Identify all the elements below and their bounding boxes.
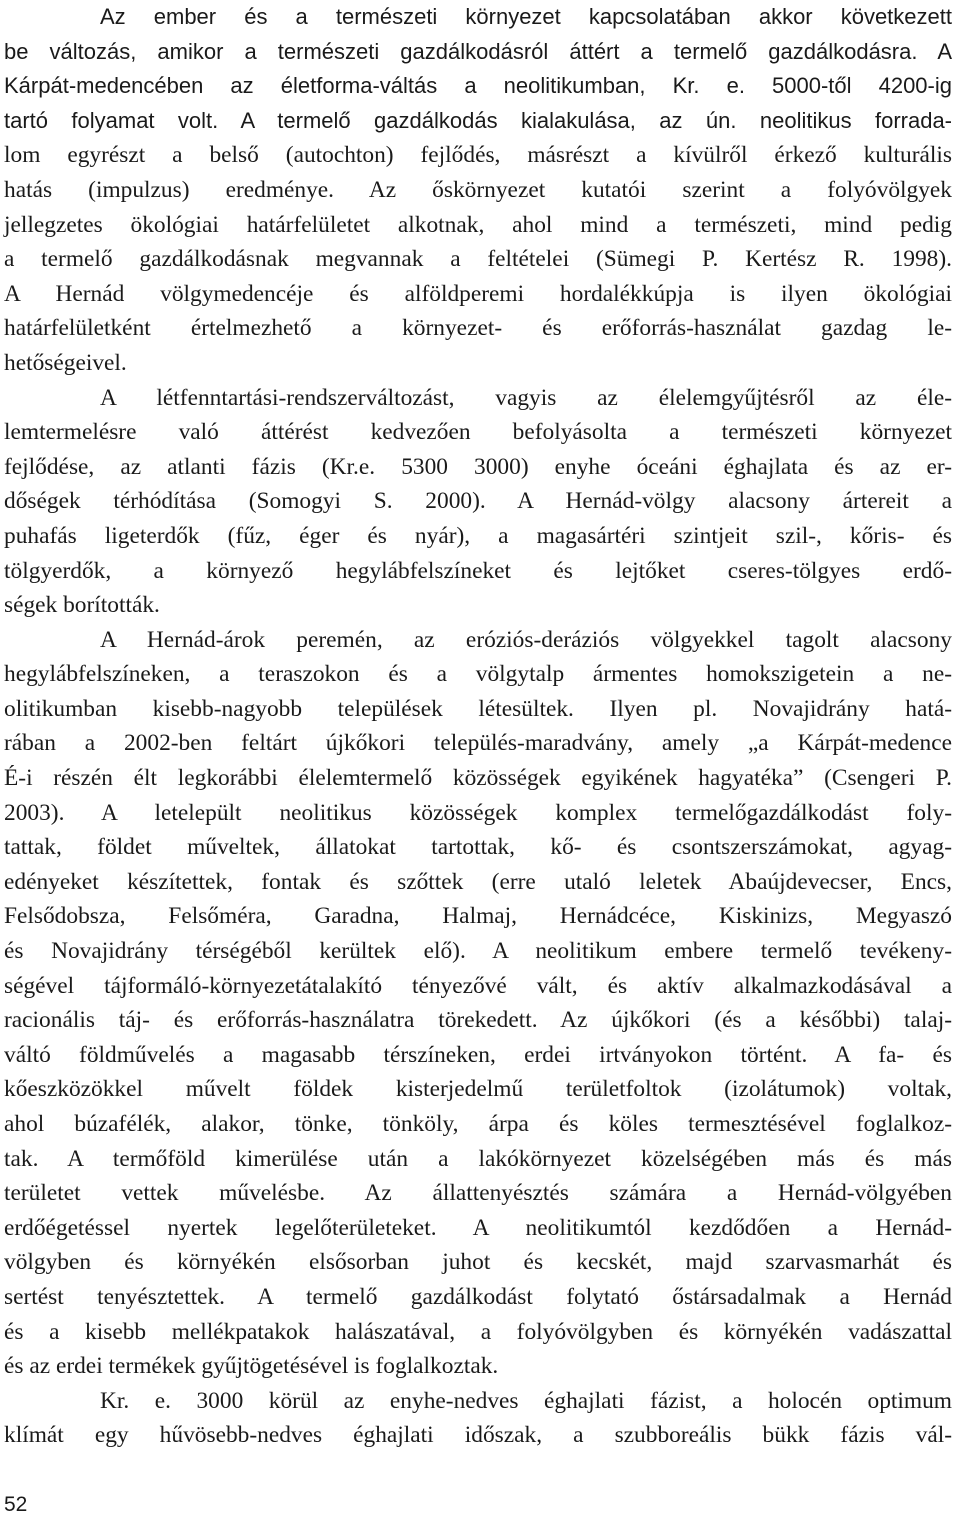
- text-line: lom egyrészt a belső (autochton) fejlődés, másrészt a kívülről érkező kulturális: [4, 142, 952, 169]
- text-line: területet vettek művelésbe. Az állattenyésztés számára a Hernád-völgyében: [4, 1180, 952, 1207]
- text-line: tartó folyamat volt. A termelő gazdálkodás kialakulása, az ún. neolitikus forrada-: [4, 107, 952, 133]
- text-line: jellegzetes ökológiai határfelületet alkotnak, ahol mind a természeti, mind pedig: [4, 211, 952, 238]
- text-line: 2003). A letelepült neolitikus közösségek komplex termelőgazdálkodást foly-: [4, 799, 952, 826]
- text-line: a termelő gazdálkodásnak megvannak a feltételei (Sümegi P. Kertész R. 1998).: [4, 246, 952, 273]
- text-line: Kr. e. 3000 körül az enyhe-nedves éghajlati fázist, a holocén optimum: [100, 1387, 952, 1414]
- text-line: hegylábfelszíneken, a teraszokon és a völgytalp ármentes homokszigetein a ne-: [4, 661, 952, 688]
- text-line: határfelületként értelmezhető a környezet- és erőforrás-használat gazdag le-: [4, 315, 952, 342]
- text-line: kőeszközökkel művelt földek kisterjedelmű területfoltok (izolátumok) voltak,: [4, 1076, 952, 1103]
- text-line: tölgyerdők, a környező hegylábfelszíneket és lejtőket cseres-tölgyes erdő-: [4, 557, 952, 584]
- text-line: ségek borították.: [4, 592, 160, 619]
- text-line: ahol búzafélék, alakor, tönke, tönköly, árpa és köles termesztésével foglalkoz-: [4, 1111, 952, 1137]
- text-line: lemtermelésre való áttérést kedvezően befolyásolta a természeti környezet: [4, 419, 952, 446]
- text-line: A Hernád-árok peremén, az eróziós-deráziós völgyekkel tagolt alacsony: [100, 626, 952, 653]
- text-line: és az erdei termékek gyűjtögetésével is foglalkoztak.: [4, 1353, 499, 1380]
- main-text: [4, 0, 952, 1453]
- text-line: hetőségeivel.: [4, 349, 127, 376]
- text-line: puhafás ligeterdők (fűz, éger és nyár), a magasártéri szintjeit szil-, kőris- és: [4, 522, 952, 549]
- text-line: és a kisebb mellékpatakok halászatával, a folyóvölgyben és környékén vadászattal: [4, 1318, 952, 1345]
- text-line: racionális táj- és erőforrás-használatra törekedett. Az újkőkori (és a későbbi) talaj-: [4, 1007, 952, 1034]
- text-line: Kárpát-medencében az életforma-váltás a neolitikumban, Kr. e. 5000-től 4200-ig: [4, 73, 952, 99]
- text-line: fejlődése, az atlanti fázis (Kr.e. 5300 3000) enyhe óceáni éghajlata és az er-: [4, 453, 952, 480]
- text-line: be változás, amikor a természeti gazdálkodásról áttért a termelő gazdálkodásra. A: [4, 38, 952, 64]
- text-line: A Hernád völgymedencéje és alföldperemi hordalékkúpja is ilyen ökológiai: [4, 280, 952, 307]
- text-line: tak. A termőföld kimerülése után a lakókörnyezet közelségében más és más: [4, 1145, 952, 1172]
- text-line: É-i részén élt legkorábbi élelemtermelő közösségek egyikének hagyatéka” (Csengeri P.: [4, 765, 952, 792]
- page-number: 52: [4, 1493, 28, 1516]
- text-line: Felsődobsza, Felsőméra, Garadna, Halmaj, Hernádcéce, Kiskinizs, Megyaszó: [4, 903, 952, 930]
- text-line: sertést tenyésztettek. A termelő gazdálkodást folytató őstársadalmak a Hernád: [4, 1283, 952, 1310]
- text-line: tattak, földet műveltek, állatokat tartottak, kő- és csontszerszámokat, agyag-: [4, 834, 952, 861]
- text-line: dőségek térhódítása (Somogyi S. 2000). A Hernád-völgy alacsony ártereit a: [4, 488, 952, 515]
- text-line: völgyben és környékén elsősorban juhot és kecskét, majd szarvasmarhát és: [4, 1249, 952, 1276]
- text-line: A létfenntartási-rendszerváltozást, vagyis az élelemgyűjtésről az éle-: [100, 384, 952, 411]
- text-line: rában a 2002-ben feltárt újkőkori település-maradvány, amely „a Kárpát-medence: [4, 730, 952, 757]
- text-line: olitikumban kisebb-nagyobb települések létesültek. Ilyen pl. Novajidrány hatá-: [4, 695, 952, 722]
- text-line: és Novajidrány térségéből kerültek elő). A neolitikum embere termelő tevékeny-: [4, 938, 952, 965]
- text-line: ségével tájformáló-környezetátalakító tényezővé vált, és aktív alkalmazkodásával a: [4, 972, 952, 999]
- text-line: váltó földművelés a magasabb térszíneken, erdei irtványokon történt. A fa- és: [4, 1041, 952, 1068]
- text-line: Az ember és a természeti környezet kapcsolatában akkor következett: [100, 4, 952, 29]
- text-line: klímát egy hűvösebb-nedves éghajlati időszak, a szubboreális bükk fázis vál-: [4, 1422, 952, 1449]
- text-line: edényeket készítettek, fontak és szőttek (erre utaló leletek Abaújdevecser, Encs,: [4, 868, 952, 895]
- text-line: hatás (impulzus) eredménye. Az őskörnyezet kutatói szerint a folyóvölgyek: [4, 176, 952, 203]
- text-line: erdőégetéssel nyertek legelőterületeket. A neolitikumtól kezdődően a Hernád-: [4, 1214, 952, 1241]
